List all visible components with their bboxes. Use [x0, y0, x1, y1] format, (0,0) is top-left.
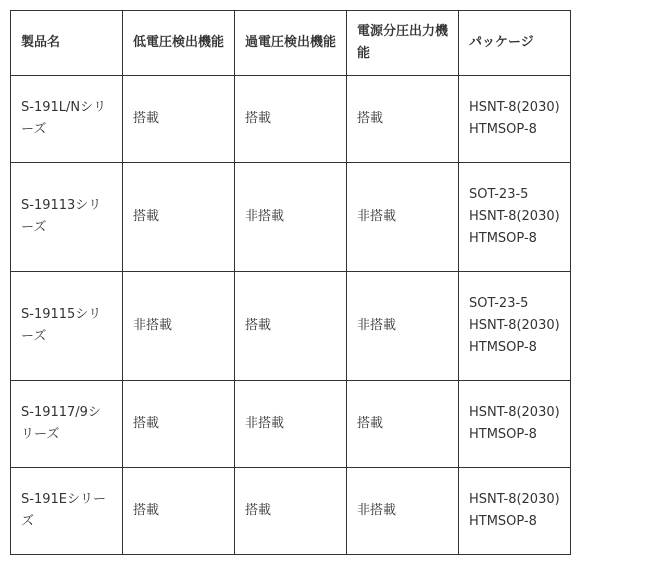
package-item: SOT-23-5: [469, 187, 529, 202]
package-item: HTMSOP-8: [469, 231, 537, 246]
cell-product-name: S-19113シリーズ: [11, 163, 123, 272]
cell-over-voltage-detection: 非搭載: [235, 381, 347, 468]
cell-package: [459, 468, 571, 555]
package-item: HSNT-8(2030): [469, 405, 560, 420]
cell-over-voltage-detection: 非搭載: [235, 163, 347, 272]
cell-voltage-divider-output: 非搭載: [347, 272, 459, 381]
header-low-voltage-detection: 低電圧検出機能: [123, 11, 235, 76]
cell-voltage-divider-output: 非搭載: [347, 163, 459, 272]
cell-package: [459, 76, 571, 163]
cell-over-voltage-detection: 搭載: [235, 272, 347, 381]
cell-over-voltage-detection: 搭載: [235, 76, 347, 163]
package-item: HTMSOP-8: [469, 514, 537, 529]
table-row: [11, 76, 571, 163]
cell-low-voltage-detection: 搭載: [123, 468, 235, 555]
package-item: HTMSOP-8: [469, 427, 537, 442]
table-header-row: [11, 11, 571, 76]
product-comparison-table-wrapper: [10, 10, 571, 555]
package-item: HSNT-8(2030): [469, 492, 560, 507]
table-row: [11, 468, 571, 555]
cell-low-voltage-detection: 搭載: [123, 76, 235, 163]
package-item: HSNT-8(2030): [469, 209, 560, 224]
header-product-name: 製品名: [11, 11, 123, 76]
cell-product-name: S-19117/9シリーズ: [11, 381, 123, 468]
header-over-voltage-detection: 過電圧検出機能: [235, 11, 347, 76]
cell-package: [459, 381, 571, 468]
cell-voltage-divider-output: 搭載: [347, 381, 459, 468]
cell-package: [459, 163, 571, 272]
cell-low-voltage-detection: 搭載: [123, 381, 235, 468]
product-comparison-table: [10, 10, 571, 555]
table-row: [11, 163, 571, 272]
cell-low-voltage-detection: 搭載: [123, 163, 235, 272]
cell-product-name: S-191L/Nシリーズ: [11, 76, 123, 163]
cell-over-voltage-detection: 搭載: [235, 468, 347, 555]
package-item: HSNT-8(2030): [469, 100, 560, 115]
cell-product-name: S-19115シリーズ: [11, 272, 123, 381]
package-item: SOT-23-5: [469, 296, 529, 311]
cell-voltage-divider-output: 非搭載: [347, 468, 459, 555]
cell-low-voltage-detection: 非搭載: [123, 272, 235, 381]
package-item: HTMSOP-8: [469, 122, 537, 137]
header-package: パッケージ: [459, 11, 571, 76]
table-row: [11, 381, 571, 468]
cell-voltage-divider-output: 搭載: [347, 76, 459, 163]
cell-product-name: S-191Eシリーズ: [11, 468, 123, 555]
cell-package: [459, 272, 571, 381]
header-voltage-divider-output: 電源分圧出力機能: [347, 11, 459, 76]
table-row: [11, 272, 571, 381]
package-item: HSNT-8(2030): [469, 318, 560, 333]
package-item: HTMSOP-8: [469, 340, 537, 355]
